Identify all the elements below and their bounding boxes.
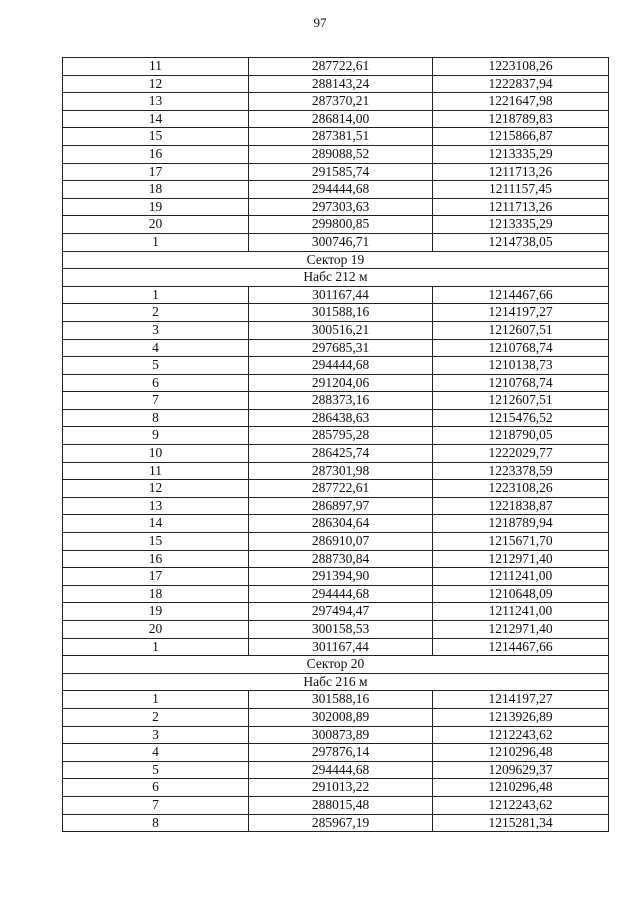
point-number: 9 — [63, 427, 249, 445]
y-coordinate: 1218789,83 — [433, 110, 609, 128]
x-coordinate: 297303,63 — [249, 198, 433, 216]
point-number: 8 — [63, 814, 249, 832]
point-number: 16 — [63, 550, 249, 568]
x-coordinate: 287381,51 — [249, 128, 433, 146]
table-row — [63, 198, 609, 216]
table-row — [63, 409, 609, 427]
x-coordinate: 302008,89 — [249, 708, 433, 726]
table-row — [63, 145, 609, 163]
table-row — [63, 568, 609, 586]
y-coordinate: 1214738,05 — [433, 233, 609, 251]
x-coordinate: 291394,90 — [249, 568, 433, 586]
y-coordinate: 1212971,40 — [433, 621, 609, 639]
x-coordinate: 297494,47 — [249, 603, 433, 621]
point-number: 11 — [63, 462, 249, 480]
table-row — [63, 462, 609, 480]
table-row — [63, 75, 609, 93]
point-number: 5 — [63, 357, 249, 375]
x-coordinate: 288730,84 — [249, 550, 433, 568]
table-row — [63, 726, 609, 744]
x-coordinate: 300746,71 — [249, 233, 433, 251]
section-header: Набс 212 м — [63, 269, 609, 287]
table-row — [63, 638, 609, 656]
y-coordinate: 1212607,51 — [433, 321, 609, 339]
x-coordinate: 288143,24 — [249, 75, 433, 93]
y-coordinate: 1213335,29 — [433, 216, 609, 234]
point-number: 14 — [63, 515, 249, 533]
y-coordinate: 1212243,62 — [433, 796, 609, 814]
point-number: 17 — [63, 568, 249, 586]
table-row — [63, 814, 609, 832]
table-row — [63, 357, 609, 375]
point-number: 20 — [63, 216, 249, 234]
x-coordinate: 285967,19 — [249, 814, 433, 832]
point-number: 1 — [63, 286, 249, 304]
point-number: 6 — [63, 779, 249, 797]
x-coordinate: 297685,31 — [249, 339, 433, 357]
y-coordinate: 1210138,73 — [433, 357, 609, 375]
y-coordinate: 1223108,26 — [433, 58, 609, 76]
x-coordinate: 300516,21 — [249, 321, 433, 339]
y-coordinate: 1214467,66 — [433, 638, 609, 656]
point-number: 8 — [63, 409, 249, 427]
x-coordinate: 286814,00 — [249, 110, 433, 128]
table-row — [63, 58, 609, 76]
section-header-row — [63, 251, 609, 269]
table-row — [63, 497, 609, 515]
table-row — [63, 744, 609, 762]
table-row — [63, 339, 609, 357]
point-number: 1 — [63, 691, 249, 709]
y-coordinate: 1210296,48 — [433, 744, 609, 762]
x-coordinate: 300158,53 — [249, 621, 433, 639]
point-number: 12 — [63, 480, 249, 498]
point-number: 11 — [63, 58, 249, 76]
x-coordinate: 286438,63 — [249, 409, 433, 427]
table-row — [63, 445, 609, 463]
x-coordinate: 288373,16 — [249, 392, 433, 410]
table-row — [63, 708, 609, 726]
coordinates-table-body — [63, 58, 609, 832]
section-header: Набс 216 м — [63, 673, 609, 691]
x-coordinate: 286897,97 — [249, 497, 433, 515]
y-coordinate: 1215866,87 — [433, 128, 609, 146]
x-coordinate: 287722,61 — [249, 480, 433, 498]
table-row — [63, 480, 609, 498]
x-coordinate: 294444,68 — [249, 181, 433, 199]
table-row — [63, 374, 609, 392]
y-coordinate: 1212971,40 — [433, 550, 609, 568]
x-coordinate: 286910,07 — [249, 533, 433, 551]
y-coordinate: 1222837,94 — [433, 75, 609, 93]
point-number: 13 — [63, 93, 249, 111]
table-row — [63, 181, 609, 199]
y-coordinate: 1211157,45 — [433, 181, 609, 199]
section-header-row — [63, 269, 609, 287]
x-coordinate: 291013,22 — [249, 779, 433, 797]
y-coordinate: 1223378,59 — [433, 462, 609, 480]
point-number: 17 — [63, 163, 249, 181]
y-coordinate: 1210296,48 — [433, 779, 609, 797]
point-number: 19 — [63, 603, 249, 621]
point-number: 18 — [63, 585, 249, 603]
table-row — [63, 550, 609, 568]
y-coordinate: 1218789,94 — [433, 515, 609, 533]
page-number: 97 — [313, 15, 327, 30]
x-coordinate: 301167,44 — [249, 638, 433, 656]
x-coordinate: 297876,14 — [249, 744, 433, 762]
y-coordinate: 1223108,26 — [433, 480, 609, 498]
table-row — [63, 427, 609, 445]
x-coordinate: 291204,06 — [249, 374, 433, 392]
y-coordinate: 1209629,37 — [433, 761, 609, 779]
x-coordinate: 287301,98 — [249, 462, 433, 480]
y-coordinate: 1214197,27 — [433, 691, 609, 709]
y-coordinate: 1211241,00 — [433, 568, 609, 586]
table-row — [63, 93, 609, 111]
table-row — [63, 779, 609, 797]
x-coordinate: 286425,74 — [249, 445, 433, 463]
table-row — [63, 603, 609, 621]
point-number: 19 — [63, 198, 249, 216]
y-coordinate: 1214467,66 — [433, 286, 609, 304]
table-row — [63, 128, 609, 146]
x-coordinate: 287370,21 — [249, 93, 433, 111]
table-row — [63, 286, 609, 304]
x-coordinate: 291585,74 — [249, 163, 433, 181]
point-number: 7 — [63, 796, 249, 814]
table-row — [63, 392, 609, 410]
point-number: 20 — [63, 621, 249, 639]
y-coordinate: 1210768,74 — [433, 374, 609, 392]
point-number: 13 — [63, 497, 249, 515]
point-number: 6 — [63, 374, 249, 392]
y-coordinate: 1221838,87 — [433, 497, 609, 515]
table-row — [63, 796, 609, 814]
section-header-row — [63, 656, 609, 674]
x-coordinate: 294444,68 — [249, 761, 433, 779]
x-coordinate: 301588,16 — [249, 304, 433, 322]
y-coordinate: 1213926,89 — [433, 708, 609, 726]
table-row — [63, 321, 609, 339]
x-coordinate: 288015,48 — [249, 796, 433, 814]
table-row — [63, 621, 609, 639]
point-number: 15 — [63, 533, 249, 551]
point-number: 7 — [63, 392, 249, 410]
y-coordinate: 1210768,74 — [433, 339, 609, 357]
x-coordinate: 299800,85 — [249, 216, 433, 234]
table-row — [63, 216, 609, 234]
point-number: 14 — [63, 110, 249, 128]
x-coordinate: 287722,61 — [249, 58, 433, 76]
table-row — [63, 110, 609, 128]
x-coordinate: 289088,52 — [249, 145, 433, 163]
section-header: Сектор 20 — [63, 656, 609, 674]
y-coordinate: 1213335,29 — [433, 145, 609, 163]
point-number: 2 — [63, 304, 249, 322]
section-header-row — [63, 673, 609, 691]
y-coordinate: 1221647,98 — [433, 93, 609, 111]
y-coordinate: 1215281,34 — [433, 814, 609, 832]
table-row — [63, 761, 609, 779]
table-row — [63, 691, 609, 709]
y-coordinate: 1210648,09 — [433, 585, 609, 603]
y-coordinate: 1218790,05 — [433, 427, 609, 445]
x-coordinate: 301167,44 — [249, 286, 433, 304]
point-number: 1 — [63, 233, 249, 251]
point-number: 4 — [63, 339, 249, 357]
y-coordinate: 1211713,26 — [433, 198, 609, 216]
table-row — [63, 515, 609, 533]
point-number: 16 — [63, 145, 249, 163]
x-coordinate: 301588,16 — [249, 691, 433, 709]
point-number: 5 — [63, 761, 249, 779]
point-number: 3 — [63, 726, 249, 744]
point-number: 4 — [63, 744, 249, 762]
y-coordinate: 1214197,27 — [433, 304, 609, 322]
point-number: 18 — [63, 181, 249, 199]
y-coordinate: 1222029,77 — [433, 445, 609, 463]
x-coordinate: 285795,28 — [249, 427, 433, 445]
x-coordinate: 286304,64 — [249, 515, 433, 533]
point-number: 10 — [63, 445, 249, 463]
table-row — [63, 585, 609, 603]
section-header: Сектор 19 — [63, 251, 609, 269]
point-number: 2 — [63, 708, 249, 726]
point-number: 3 — [63, 321, 249, 339]
point-number: 1 — [63, 638, 249, 656]
y-coordinate: 1212243,62 — [433, 726, 609, 744]
y-coordinate: 1211241,00 — [433, 603, 609, 621]
y-coordinate: 1212607,51 — [433, 392, 609, 410]
y-coordinate: 1215476,52 — [433, 409, 609, 427]
coordinates-table — [62, 57, 609, 832]
point-number: 12 — [63, 75, 249, 93]
point-number: 15 — [63, 128, 249, 146]
y-coordinate: 1215671,70 — [433, 533, 609, 551]
x-coordinate: 300873,89 — [249, 726, 433, 744]
table-row — [63, 163, 609, 181]
x-coordinate: 294444,68 — [249, 357, 433, 375]
y-coordinate: 1211713,26 — [433, 163, 609, 181]
table-row — [63, 304, 609, 322]
table-row — [63, 533, 609, 551]
table-row — [63, 233, 609, 251]
x-coordinate: 294444,68 — [249, 585, 433, 603]
